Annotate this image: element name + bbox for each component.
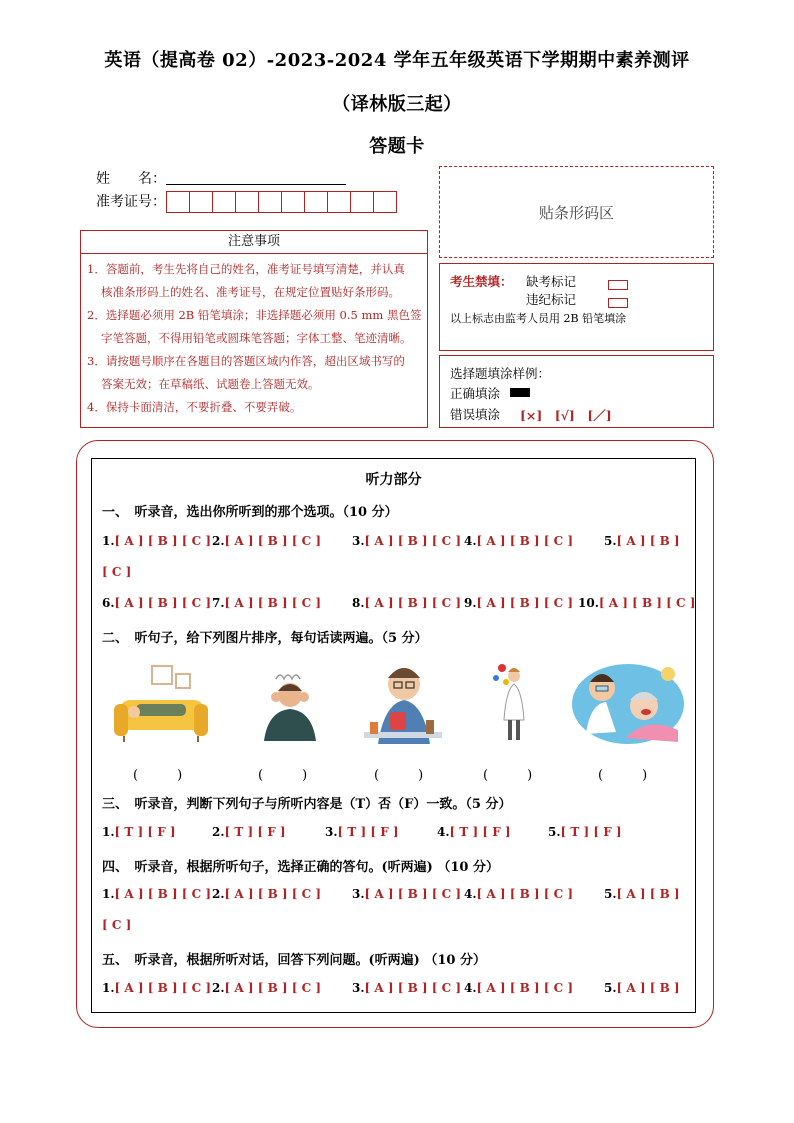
- picture-order-blank[interactable]: ( ): [483, 768, 533, 783]
- tf-item[interactable]: 3.[ T ] [ F ]: [325, 825, 399, 839]
- id-digit-box[interactable]: [258, 191, 282, 213]
- id-digit-box[interactable]: [166, 191, 190, 213]
- section-1-heading: 一、 听录音，选出你所听到的那个选项。（10 分）: [102, 505, 398, 520]
- id-digit-box[interactable]: [189, 191, 213, 213]
- wrong-fill-label: 错误填涂: [450, 407, 501, 422]
- notice-item: 1．答题前，考生先将自己的姓名，准考证号填写清楚，并认真: [87, 262, 405, 276]
- dentist-picture: [568, 660, 686, 746]
- answer-item[interactable]: 9.[ A ] [ B ] [ C ]: [464, 596, 574, 610]
- tf-item[interactable]: 1.[ T ] [ F ]: [102, 825, 176, 839]
- id-digit-box[interactable]: [235, 191, 259, 213]
- sick-man-picture: [360, 658, 446, 744]
- section-3-heading: 三、 听录音，判断下列句子与所听内容是（T）否（F）一致。（5 分）: [102, 797, 512, 812]
- forbid-label: 考生禁填：: [450, 274, 513, 289]
- answer-item[interactable]: 5.[ A ] [ B ]: [604, 887, 680, 901]
- answer-item[interactable]: 2.[ A ] [ B ] [ C ]: [212, 981, 322, 995]
- name-field[interactable]: [166, 183, 346, 185]
- answer-item[interactable]: 4.[ A ] [ B ] [ C ]: [464, 534, 574, 548]
- answer-item[interactable]: 10.[ A ] [ B ] [ C ]: [578, 596, 696, 610]
- correct-fill-label: 正确填涂: [450, 386, 501, 401]
- notice-item: 3．请按题号顺序在各题目的答题区域内作答，超出区域书写的: [87, 354, 405, 368]
- answer-item[interactable]: 2.[ A ] [ B ] [ C ]: [212, 534, 322, 548]
- id-number-boxes[interactable]: [166, 191, 397, 215]
- listening-title: 听力部分: [365, 472, 422, 488]
- notice-title: 注意事项: [81, 231, 427, 254]
- fill-sample-box: [439, 355, 714, 428]
- answer-item[interactable]: 6.[ A ] [ B ] [ C ]: [102, 596, 212, 610]
- sample-title: 选择题填涂样例：: [450, 366, 551, 381]
- name-label: 姓 名：: [96, 171, 166, 187]
- tf-item[interactable]: 5.[ T ] [ F ]: [548, 825, 622, 839]
- picture-order-blank[interactable]: ( ): [258, 768, 308, 783]
- id-digit-box[interactable]: [350, 191, 374, 213]
- answer-item[interactable]: 5.[ A ] [ B ]: [604, 981, 680, 995]
- sofa-rest-picture: [106, 660, 210, 744]
- notice-item: 4．保持卡面清洁，不要折叠、不要弄破。: [87, 400, 302, 414]
- answer-item[interactable]: 3.[ A ] [ B ] [ C ]: [352, 534, 462, 548]
- answer-item-wrap[interactable]: [ C ]: [102, 565, 132, 579]
- id-digit-box[interactable]: [281, 191, 305, 213]
- section-4-heading: 四、 听录音，根据所听句子，选择正确的答句。(听两遍) （10 分）: [102, 860, 499, 875]
- violation-mark-box[interactable]: [608, 298, 628, 308]
- notice-item: 字笔答题，不得用铅笔或圆珠笔答题；字体工整、笔迹清晰。: [101, 331, 412, 345]
- answer-item[interactable]: 1.[ A ] [ B ] [ C ]: [102, 887, 212, 901]
- notice-item: 答案无效；在草稿纸、试题卷上答题无效。: [101, 377, 320, 391]
- answer-item[interactable]: 7.[ A ] [ B ] [ C ]: [212, 596, 322, 610]
- correct-fill-sample: [510, 388, 530, 397]
- answer-item[interactable]: 1.[ A ] [ B ] [ C ]: [102, 534, 212, 548]
- picture-order-blank[interactable]: ( ): [598, 768, 648, 783]
- barcode-label: 贴条形码区: [538, 203, 614, 222]
- headache-picture: [258, 665, 322, 741]
- answer-item[interactable]: 4.[ A ] [ B ] [ C ]: [464, 981, 574, 995]
- wrong-fill-samples: [×] [√] [／]: [520, 408, 612, 423]
- answer-item-wrap[interactable]: [ C ]: [102, 918, 132, 932]
- section-2-heading: 二、 听句子，给下列图片排序，每句话读两遍。（5 分）: [102, 631, 428, 646]
- notice-box: [80, 230, 428, 428]
- absent-label: 缺考标记: [526, 274, 577, 289]
- id-digit-box[interactable]: [327, 191, 351, 213]
- section-5-heading: 五、 听录音，根据所听对话，回答下列问题。(听两遍) （10 分）: [102, 953, 486, 968]
- answer-item[interactable]: 3.[ A ] [ B ] [ C ]: [352, 887, 462, 901]
- exam-title: 英语（提高卷 02）-2023-2024 学年五年级英语下学期期中素养测评: [104, 50, 690, 71]
- absent-mark-box[interactable]: [608, 280, 628, 290]
- tf-item[interactable]: 2.[ T ] [ F ]: [212, 825, 286, 839]
- answer-item[interactable]: 8.[ A ] [ B ] [ C ]: [352, 596, 462, 610]
- answer-item[interactable]: 1.[ A ] [ B ] [ C ]: [102, 981, 212, 995]
- forbid-box: [439, 263, 714, 351]
- id-digit-box[interactable]: [373, 191, 397, 213]
- id-label: 准考证号：: [96, 194, 166, 210]
- answer-card-title: 答题卡: [369, 136, 425, 157]
- answer-item[interactable]: 3.[ A ] [ B ] [ C ]: [352, 981, 462, 995]
- answer-item[interactable]: 5.[ A ] [ B ]: [604, 534, 680, 548]
- notice-item: 2．选择题必须用 2B 铅笔填涂；非选择题必须用 0.5 mm 黑色签: [87, 308, 422, 322]
- doctor-picture: [490, 660, 530, 744]
- id-digit-box[interactable]: [304, 191, 328, 213]
- forbid-note: 以上标志由监考人员用 2B 铅笔填涂: [450, 312, 627, 325]
- violation-label: 违纪标记: [526, 292, 577, 307]
- barcode-area: [439, 166, 714, 258]
- tf-item[interactable]: 4.[ T ] [ F ]: [437, 825, 511, 839]
- picture-order-blank[interactable]: ( ): [133, 768, 183, 783]
- exam-subtitle: （译林版三起）: [332, 94, 462, 115]
- notice-item: 核准条形码上的姓名、准考证号，在规定位置贴好条形码。: [101, 285, 400, 299]
- picture-order-blank[interactable]: ( ): [374, 768, 424, 783]
- answer-item[interactable]: 4.[ A ] [ B ] [ C ]: [464, 887, 574, 901]
- id-digit-box[interactable]: [212, 191, 236, 213]
- answer-item[interactable]: 2.[ A ] [ B ] [ C ]: [212, 887, 322, 901]
